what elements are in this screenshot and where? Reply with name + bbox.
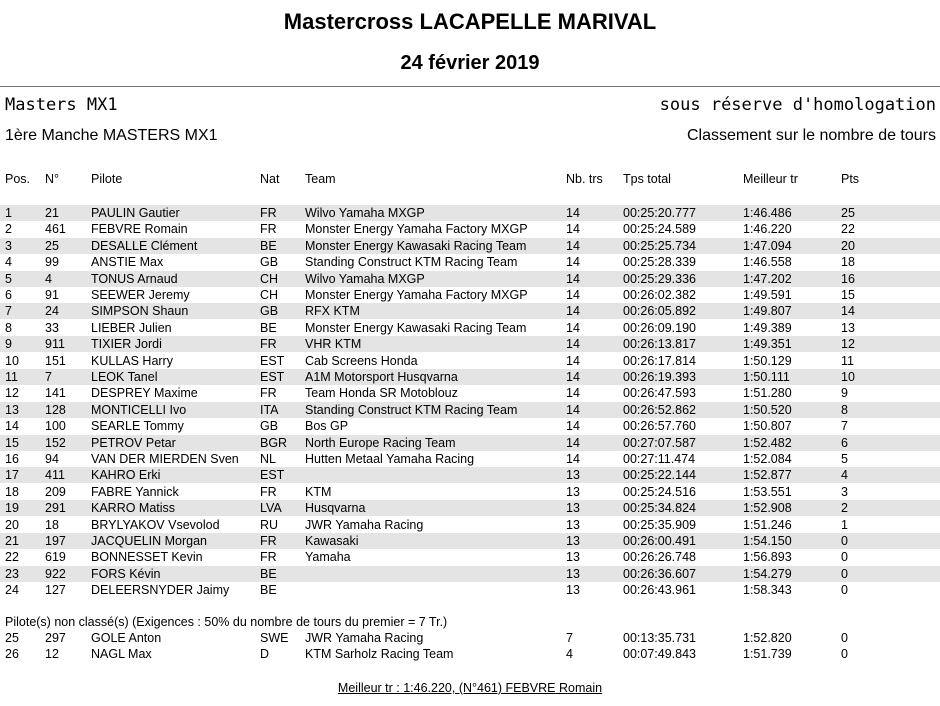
- cell-rider: PETROV Petar: [91, 435, 176, 450]
- cell-laps: 14: [566, 353, 580, 368]
- cell-laps: 14: [566, 402, 580, 417]
- cell-number: 100: [45, 419, 66, 434]
- cell-rider: DELEERSNYDER Jaimy: [91, 583, 230, 598]
- cell-points: 9: [841, 386, 848, 401]
- table-row: [0, 402, 940, 418]
- cell-rider: JACQUELIN Morgan: [91, 534, 208, 548]
- cell-laps: 14: [566, 386, 580, 401]
- cell-best-lap: 1:51.739: [743, 647, 792, 662]
- cell-pos: 18: [5, 484, 19, 499]
- cell-pos: 5: [5, 271, 12, 286]
- cell-total-time: 00:25:24.589: [623, 222, 696, 237]
- table-row: [0, 271, 940, 287]
- cell-rider: KULLAS Harry: [91, 353, 173, 368]
- cell-pos: 4: [5, 255, 12, 270]
- cell-points: 12: [841, 337, 855, 352]
- cell-number: 291: [45, 501, 66, 516]
- table-row: [0, 287, 940, 303]
- cell-team: Standing Construct KTM Racing Team: [305, 402, 518, 417]
- cell-rider: LEOK Tanel: [91, 370, 158, 384]
- race-name: 1ère Manche MASTERS MX1: [5, 127, 218, 144]
- cell-nat: BE: [260, 238, 277, 253]
- cell-total-time: 00:25:25.734: [623, 238, 696, 253]
- col-pos: Pos.: [5, 172, 31, 186]
- table-row: [0, 205, 940, 221]
- cell-nat: EST: [260, 370, 285, 384]
- cell-team: Monster Energy Kawasaki Racing Team: [305, 238, 527, 253]
- cell-number: 922: [45, 566, 66, 581]
- cell-laps: 14: [566, 452, 580, 466]
- cell-pos: 8: [5, 320, 12, 335]
- table-row: [0, 549, 940, 565]
- cell-nat: CH: [260, 288, 279, 302]
- cell-number: 297: [45, 631, 66, 645]
- cell-laps: 14: [566, 255, 580, 270]
- cell-nat: BE: [260, 566, 277, 581]
- cell-rider: LIEBER Julien: [91, 320, 172, 335]
- cell-pos: 21: [5, 534, 19, 548]
- cell-rider: BONNESSET Kevin: [91, 550, 203, 565]
- cell-total-time: 00:26:13.817: [623, 337, 696, 352]
- cell-laps: 14: [566, 206, 580, 220]
- cell-pos: 22: [5, 550, 19, 565]
- col-total-time: Tps total: [623, 172, 671, 186]
- cell-total-time: 00:25:22.144: [623, 468, 696, 483]
- cell-pos: 14: [5, 419, 19, 434]
- cell-nat: BGR: [260, 435, 288, 450]
- cell-pos: 1: [5, 206, 12, 220]
- cell-team: Team Honda SR Motoblouz: [305, 386, 458, 401]
- cell-team: Standing Construct KTM Racing Team: [305, 255, 518, 270]
- cell-pos: 23: [5, 566, 19, 581]
- cell-points: 7: [841, 419, 848, 434]
- cell-pos: 2: [5, 222, 12, 237]
- cell-number: 911: [45, 337, 65, 352]
- cell-best-lap: 1:52.084: [743, 452, 792, 466]
- cell-team: Bos GP: [305, 419, 349, 434]
- cell-total-time: 00:26:00.491: [623, 534, 696, 548]
- cell-nat: D: [260, 647, 270, 662]
- cell-laps: 14: [566, 271, 580, 286]
- cell-nat: FR: [260, 206, 277, 220]
- cell-pos: 15: [5, 435, 19, 450]
- cell-points: 0: [841, 550, 848, 565]
- cell-rider: TIXIER Jordi: [91, 337, 162, 352]
- cell-nat: ITA: [260, 402, 279, 417]
- cell-number: 12: [45, 647, 59, 662]
- cell-team: Monster Energy Yamaha Factory MXGP: [305, 222, 528, 237]
- cell-number: 18: [45, 517, 59, 532]
- cell-points: 0: [841, 534, 848, 548]
- cell-total-time: 00:25:29.336: [623, 271, 696, 286]
- ranking-type: Classement sur le nombre de tours: [687, 127, 936, 144]
- cell-total-time: 00:26:43.961: [623, 583, 696, 598]
- cell-number: 411: [45, 468, 65, 483]
- cell-nat: GB: [260, 255, 279, 270]
- table-row: [0, 353, 940, 369]
- cell-nat: SWE: [260, 631, 289, 645]
- cell-points: 8: [841, 402, 848, 417]
- cell-total-time: 00:26:47.593: [623, 386, 696, 401]
- table-row: [0, 238, 940, 254]
- cell-nat: EST: [260, 468, 285, 483]
- cell-rider: SEEWER Jeremy: [91, 288, 190, 302]
- cell-team: Kawasaki: [305, 534, 359, 548]
- cell-points: 22: [841, 222, 855, 237]
- cell-best-lap: 1:52.877: [743, 468, 792, 483]
- cell-laps: 14: [566, 222, 580, 237]
- cell-laps: 13: [566, 566, 580, 581]
- cell-pos: 10: [5, 353, 19, 368]
- cell-team: Cab Screens Honda: [305, 353, 418, 368]
- cell-best-lap: 1:47.094: [743, 238, 792, 253]
- col-team: Team: [305, 172, 336, 186]
- table-row: [0, 320, 940, 336]
- cell-total-time: 00:25:35.909: [623, 517, 696, 532]
- cell-number: 33: [45, 320, 59, 335]
- table-row: [0, 533, 940, 549]
- cell-rider: KAHRO Erki: [91, 468, 161, 483]
- cell-nat: GB: [260, 419, 279, 434]
- cell-points: 15: [841, 288, 855, 302]
- table-row: [0, 451, 940, 467]
- cell-number: 209: [45, 484, 66, 499]
- cell-total-time: 00:07:49.843: [623, 647, 696, 662]
- cell-best-lap: 1:54.279: [743, 566, 792, 581]
- cell-best-lap: 1:52.908: [743, 501, 792, 516]
- table-row: [0, 646, 940, 662]
- cell-team: Wilvo Yamaha MXGP: [305, 271, 425, 286]
- cell-team: Monster Energy Kawasaki Racing Team: [305, 320, 527, 335]
- cell-team: VHR KTM: [305, 337, 362, 352]
- cell-best-lap: 1:53.551: [743, 484, 792, 499]
- cell-pos: 13: [5, 402, 19, 417]
- cell-team: KTM: [305, 484, 332, 499]
- table-row: [0, 517, 940, 533]
- cell-number: 127: [45, 583, 66, 598]
- cell-nat: BE: [260, 583, 277, 598]
- cell-best-lap: 1:52.820: [743, 631, 792, 645]
- cell-points: 3: [841, 484, 848, 499]
- cell-number: 7: [45, 370, 52, 384]
- cell-pos: 7: [5, 304, 12, 319]
- cell-team: A1M Motorsport Husqvarna: [305, 370, 458, 384]
- cell-best-lap: 1:46.558: [743, 255, 792, 270]
- cell-points: 2: [841, 501, 848, 516]
- cell-pos: 12: [5, 386, 19, 401]
- table-row: [0, 303, 940, 319]
- table-row: [0, 435, 940, 451]
- cell-points: 0: [841, 647, 848, 662]
- cell-pos: 3: [5, 238, 12, 253]
- cell-rider: TONUS Arnaud: [91, 271, 178, 286]
- homologation-note: sous réserve d'homologation: [659, 95, 936, 115]
- cell-laps: 14: [566, 304, 580, 319]
- cell-number: 619: [45, 550, 66, 565]
- cell-nat: LVA: [260, 501, 282, 516]
- cell-pos: 24: [5, 583, 19, 598]
- cell-best-lap: 1:50.807: [743, 419, 792, 434]
- unclassified-note: Pilote(s) non classé(s) (Exigences : 50% du nombre de tours du premier = 7 Tr.): [5, 615, 448, 629]
- cell-rider: FEBVRE Romain: [91, 222, 188, 237]
- cell-nat: GB: [260, 304, 279, 319]
- cell-laps: 14: [566, 238, 580, 253]
- cell-best-lap: 1:51.246: [743, 517, 792, 532]
- cell-number: 21: [45, 206, 59, 220]
- cell-rider: FABRE Yannick: [91, 484, 179, 499]
- table-row: [0, 582, 940, 598]
- cell-laps: 14: [566, 337, 580, 352]
- cell-total-time: 00:26:36.607: [623, 566, 696, 581]
- cell-total-time: 00:26:52.862: [623, 402, 696, 417]
- cell-laps: 13: [566, 583, 580, 598]
- cell-laps: 13: [566, 534, 580, 548]
- cell-total-time: 00:13:35.731: [623, 631, 696, 645]
- cell-rider: ANSTIE Max: [91, 255, 164, 270]
- cell-laps: 7: [566, 631, 573, 645]
- cell-points: 18: [841, 255, 855, 270]
- cell-best-lap: 1:49.351: [743, 337, 792, 352]
- cell-nat: FR: [260, 386, 277, 401]
- header-divider: [0, 86, 940, 87]
- cell-total-time: 00:25:28.339: [623, 255, 696, 270]
- cell-number: 25: [45, 238, 59, 253]
- cell-number: 94: [45, 452, 59, 466]
- table-row: [0, 500, 940, 516]
- col-points: Pts: [841, 172, 860, 186]
- cell-points: 16: [841, 271, 855, 286]
- cell-laps: 13: [566, 501, 580, 516]
- cell-team: Monster Energy Yamaha Factory MXGP: [305, 288, 528, 302]
- cell-team: JWR Yamaha Racing: [305, 631, 424, 645]
- cell-team: Yamaha: [305, 550, 351, 565]
- cell-nat: FR: [260, 534, 277, 548]
- cell-best-lap: 1:50.129: [743, 353, 792, 368]
- cell-laps: 14: [566, 435, 580, 450]
- cell-points: 0: [841, 566, 848, 581]
- cell-pos: 17: [5, 468, 19, 483]
- table-row: [0, 630, 940, 646]
- cell-points: 10: [841, 370, 855, 384]
- cell-points: 5: [841, 452, 848, 466]
- cell-rider: DESALLE Clément: [91, 238, 198, 253]
- cell-best-lap: 1:46.486: [743, 206, 792, 220]
- table-row: [0, 254, 940, 270]
- cell-number: 128: [45, 402, 66, 417]
- cell-total-time: 00:26:05.892: [623, 304, 696, 319]
- cell-team: KTM Sarholz Racing Team: [305, 647, 454, 662]
- col-nat: Nat: [260, 172, 280, 186]
- cell-total-time: 00:26:19.393: [623, 370, 696, 384]
- cell-nat: CH: [260, 271, 279, 286]
- cell-laps: 13: [566, 550, 580, 565]
- cell-points: 0: [841, 631, 848, 645]
- table-row: [0, 336, 940, 352]
- cell-nat: BE: [260, 320, 277, 335]
- table-row: [0, 369, 940, 385]
- cell-total-time: 00:27:07.587: [623, 435, 696, 450]
- cell-rider: MONTICELLI Ivo: [91, 402, 187, 417]
- cell-number: 99: [45, 255, 59, 270]
- cell-points: 0: [841, 583, 848, 598]
- cell-rider: FORS Kévin: [91, 566, 161, 581]
- cell-points: 6: [841, 435, 848, 450]
- cell-team: Husqvarna: [305, 501, 366, 516]
- cell-team: Hutten Metaal Yamaha Racing: [305, 452, 475, 466]
- cell-number: 197: [45, 534, 66, 548]
- cell-rider: SEARLE Tommy: [91, 419, 184, 434]
- table-row: [0, 221, 940, 237]
- cell-number: 141: [45, 386, 66, 401]
- cell-total-time: 00:25:24.516: [623, 484, 696, 499]
- cell-laps: 13: [566, 468, 580, 483]
- cell-number: 4: [45, 271, 52, 286]
- cell-total-time: 00:26:09.190: [623, 320, 696, 335]
- cell-best-lap: 1:49.807: [743, 304, 792, 319]
- cell-best-lap: 1:46.220: [743, 222, 792, 237]
- cell-laps: 14: [566, 288, 580, 302]
- cell-pos: 25: [5, 631, 19, 645]
- cell-rider: SIMPSON Shaun: [91, 304, 189, 319]
- cell-total-time: 00:26:02.382: [623, 288, 696, 302]
- cell-laps: 14: [566, 419, 580, 434]
- cell-number: 151: [45, 353, 66, 368]
- cell-best-lap: 1:54.150: [743, 534, 792, 548]
- cell-total-time: 00:26:17.814: [623, 353, 696, 368]
- cell-number: 91: [45, 288, 59, 302]
- cell-nat: FR: [260, 484, 277, 499]
- col-best-lap: Meilleur tr: [743, 172, 798, 186]
- cell-rider: VAN DER MIERDEN Sven: [91, 452, 239, 466]
- cell-pos: 20: [5, 517, 19, 532]
- cell-best-lap: 1:49.389: [743, 320, 792, 335]
- cell-points: 11: [841, 353, 854, 368]
- event-date: 24 février 2019: [400, 52, 540, 74]
- cell-number: 152: [45, 435, 66, 450]
- cell-pos: 16: [5, 452, 19, 466]
- cell-best-lap: 1:50.520: [743, 402, 792, 417]
- cell-nat: NL: [260, 452, 276, 466]
- cell-points: 20: [841, 238, 855, 253]
- cell-nat: RU: [260, 517, 279, 532]
- page-title: Mastercross LACAPELLE MARIVAL: [283, 9, 657, 34]
- cell-laps: 4: [566, 647, 573, 662]
- cell-total-time: 00:27:11.474: [623, 452, 696, 466]
- cell-nat: FR: [260, 337, 277, 352]
- cell-best-lap: 1:51.280: [743, 386, 792, 401]
- cell-team: Wilvo Yamaha MXGP: [305, 206, 425, 220]
- cell-total-time: 00:26:26.748: [623, 550, 696, 565]
- cell-best-lap: 1:58.343: [743, 583, 792, 598]
- cell-laps: 14: [566, 320, 580, 335]
- cell-total-time: 00:25:34.824: [623, 501, 696, 516]
- category-label: Masters MX1: [5, 95, 118, 115]
- cell-team: North Europe Racing Team: [305, 435, 456, 450]
- cell-laps: 13: [566, 484, 580, 499]
- cell-pos: 19: [5, 501, 19, 516]
- cell-rider: NAGL Max: [91, 647, 152, 662]
- cell-nat: EST: [260, 353, 285, 368]
- cell-rider: DESPREY Maxime: [91, 386, 198, 401]
- cell-rider: KARRO Matiss: [91, 501, 176, 516]
- cell-rider: GOLE Anton: [91, 631, 162, 645]
- cell-team: RFX KTM: [305, 304, 360, 319]
- col-number: N°: [45, 172, 60, 186]
- cell-pos: 6: [5, 288, 12, 302]
- table-row: [0, 385, 940, 401]
- cell-total-time: 00:26:57.760: [623, 419, 696, 434]
- cell-points: 14: [841, 304, 855, 319]
- best-lap-footer: Meilleur tr : 1:46.220, (N°461) FEBVRE Romain: [337, 681, 603, 695]
- cell-pos: 26: [5, 647, 19, 662]
- cell-points: 25: [841, 206, 855, 220]
- cell-best-lap: 1:52.482: [743, 435, 792, 450]
- cell-total-time: 00:25:20.777: [623, 206, 696, 220]
- cell-points: 1: [841, 517, 848, 532]
- table-row: [0, 484, 940, 500]
- cell-best-lap: 1:56.893: [743, 550, 792, 565]
- cell-laps: 14: [566, 370, 580, 384]
- cell-best-lap: 1:50.111: [743, 370, 790, 384]
- cell-points: 13: [841, 320, 855, 335]
- cell-nat: FR: [260, 550, 277, 565]
- cell-rider: PAULIN Gautier: [91, 206, 180, 220]
- table-row: [0, 418, 940, 434]
- cell-pos: 11: [5, 370, 18, 384]
- cell-best-lap: 1:47.202: [743, 271, 792, 286]
- cell-best-lap: 1:49.591: [743, 288, 792, 302]
- cell-laps: 13: [566, 517, 580, 532]
- cell-team: JWR Yamaha Racing: [305, 517, 424, 532]
- cell-pos: 9: [5, 337, 12, 352]
- col-laps: Nb. trs: [566, 172, 603, 186]
- cell-number: 461: [45, 222, 66, 237]
- cell-number: 24: [45, 304, 59, 319]
- cell-points: 4: [841, 468, 848, 483]
- cell-nat: FR: [260, 222, 277, 237]
- table-row: [0, 467, 940, 483]
- cell-rider: BRYLYAKOV Vsevolod: [91, 517, 220, 532]
- col-rider: Pilote: [91, 172, 123, 186]
- table-row: [0, 566, 940, 582]
